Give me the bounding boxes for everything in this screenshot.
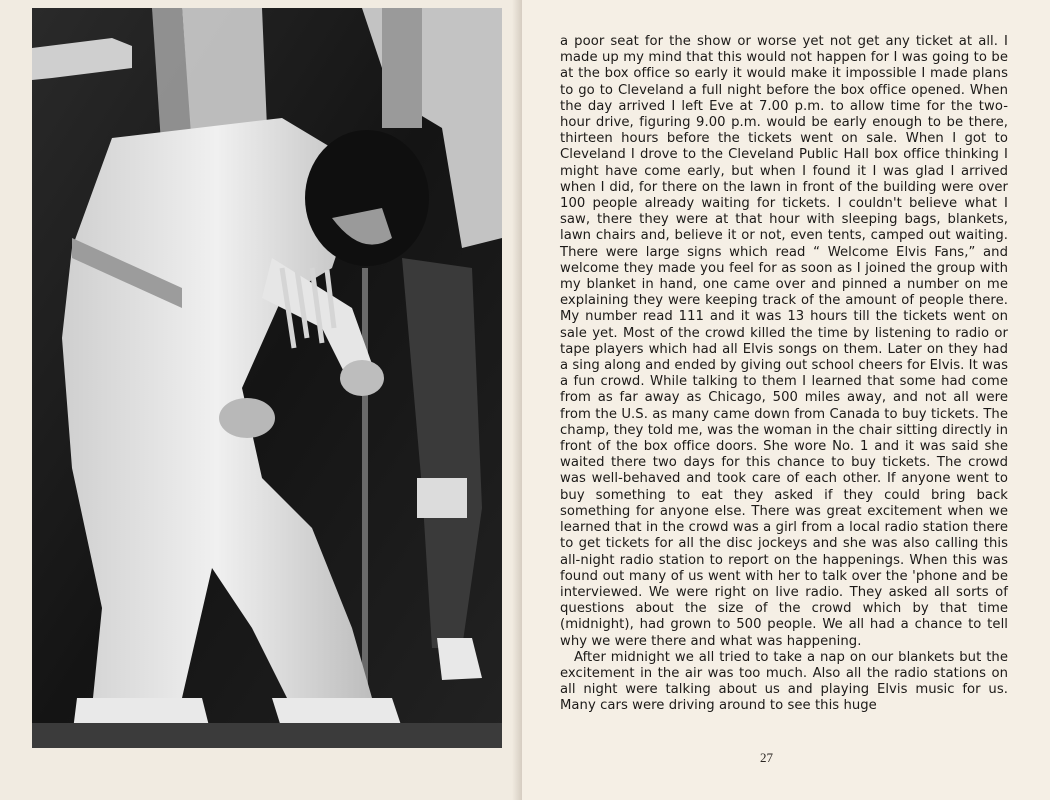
article-text [560,34,1008,715]
page-number: 27 [760,750,773,765]
left-page [0,0,522,800]
performer-photo [32,8,502,748]
article-paragraph: After midnight we all tried to take a nap on our blankets but the excitement in the air was too much. Also all the radio stations on all night were talking about us and playing Elvis music for us. Many cars were driving around to see this huge [560,649,1008,714]
article-paragraph: a poor seat for the show or worse yet not get any ticket at all. I made up my mind that this would not happen for I was going to be at the box office so early it would make it impossible I made plans to go to Cleveland a full night before the box office opened. When the day arrived I left Eve at 7.00 p.m. to allow time for the two-hour drive, figuring 9.00 p.m. would be early enough to be there, thirteen hours before the tickets went on sale. When I got to Cleveland I drove to the Cleveland Public Hall box office thinking I might have come early, but when I found it I was glad I arrived when I did, for there on the lawn in front of the building were over 100 people already waiting for tickets. I couldn't believe what I saw, there they were at that hour with sleeping bags, blankets, lawn chairs and, believe it or not, even tents, camped out waiting. There were large signs which read “ Welcome Elvis Fans,” and welcome they made you feel for as soon as I joined the group with my blanket in hand, one came over and pinned a number on me explaining they were keeping track of the amount of people there. My number read 111 and it was 13 hours till the tickets went on sale yet. Most of the crowd killed the time by listening to radio or tape players which had all Elvis songs on them. Later on they had a sing along and ended by giving out school cheers for Elvis. It was a fun crowd. While talking to them I learned that some had come from as far away as Chicago, 500 miles away, and not all were from the U.S. as many came down from Canada to buy tickets. The champ, they told me, was the woman in the chair sitting directly in front of the box office doors. She wore No. 1 and it was said she waited there two days for this chance to buy tickets. The crowd was well-behaved and took care of each other. If anyone went to buy something to eat they asked if they could bring back something for anyone else. There was great excitement when we learned that in the crowd was a girl from a local radio station there to get tickets for all the disc jockeys and she was also calling this all-night radio station to report on the happenings. When this was found out many of us went with her to talk over the 'phone and be interviewed. We were right on live radio. They asked all sorts of questions about the size of the crowd which by that time (midnight), had grown to 500 people. We all had a chance to tell why we were there and what was happening. [560,34,1008,649]
photo-illustration [32,8,502,748]
